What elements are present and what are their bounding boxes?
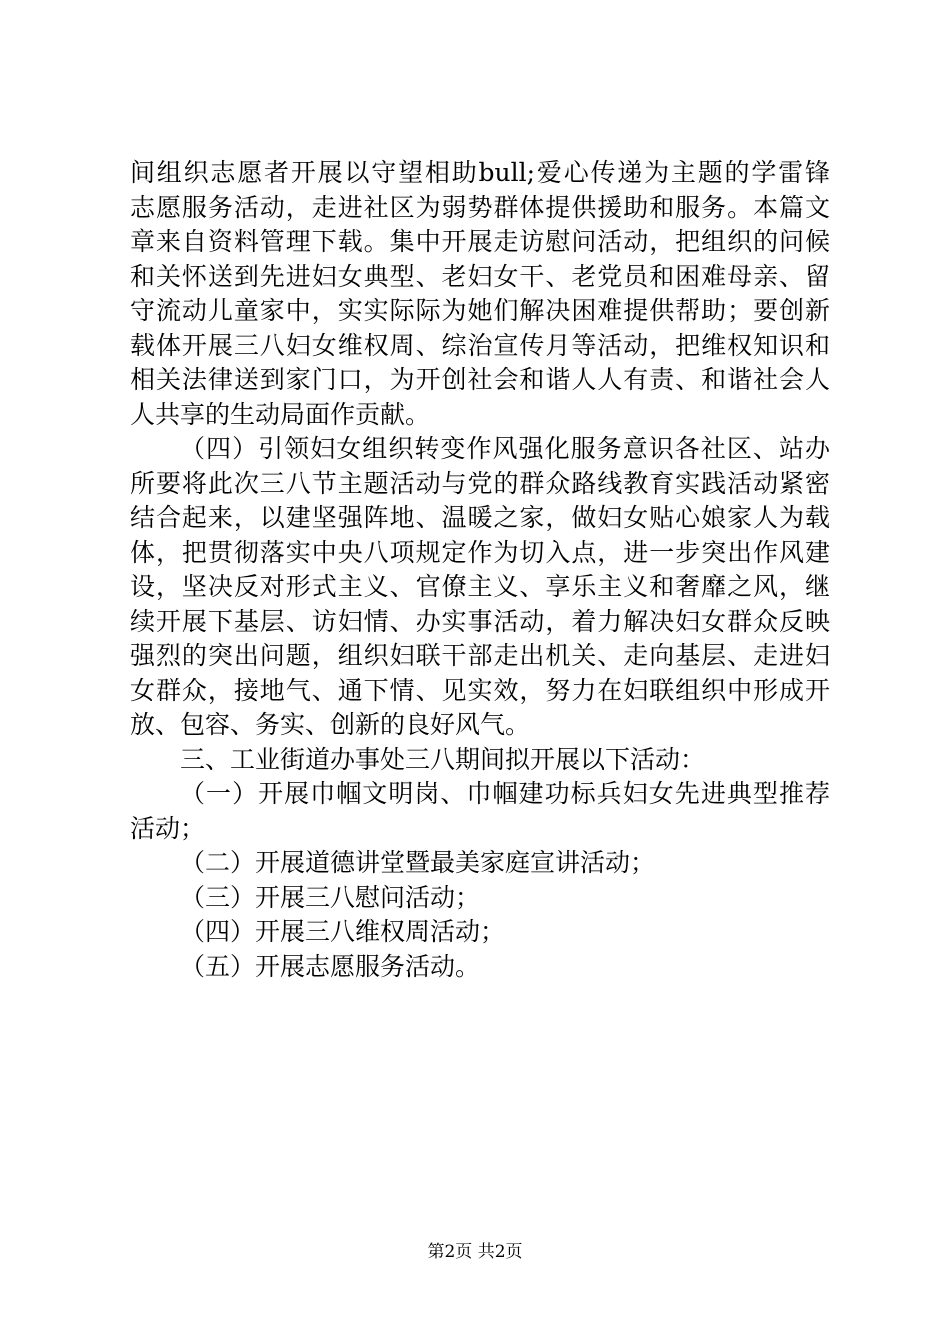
text-line: 章来自资料管理下载。集中开展走访慰问活动，把组织的问候 xyxy=(130,227,830,256)
list-item-activity-four xyxy=(130,915,830,950)
list-item-activity-three xyxy=(130,881,830,916)
text-line: 放、包容、务实、创新的良好风气。 xyxy=(130,710,531,739)
page-number-footer: 第2页 共2页 xyxy=(427,1242,523,1262)
text-line: 相关法律送到家门口，为开创社会和谐人人有责、和谐社会人 xyxy=(130,365,830,394)
section-three-heading xyxy=(130,743,830,778)
text-line: 三、工业街道办事处三八期间拟开展以下活动： xyxy=(180,744,706,774)
text-line: 设，坚决反对形式主义、官僚主义、享乐主义和奢靡之风，继 xyxy=(130,572,830,601)
text-line: （五）开展志愿服务活动。 xyxy=(180,951,481,981)
text-line: 人共享的生动局面作贡献。 xyxy=(130,399,431,429)
text-line: 结合起来，以建坚强阵地、温暖之家，做妇女贴心娘家人为载 xyxy=(130,503,830,532)
text-line: 续开展下基层、访妇情、办实事活动，着力解决妇女群众反映 xyxy=(130,606,830,636)
text-line: （三）开展三八慰问活动； xyxy=(180,882,481,912)
text-line: 体，把贯彻落实中央八项规定作为切入点，进一步突出作风建 xyxy=(130,537,830,567)
text-line: （四）开展三八维权周活动； xyxy=(180,917,506,946)
list-item-activity-one xyxy=(130,777,830,846)
text-line: 守流动儿童家中，实实际际为她们解决困难提供帮助；要创新 xyxy=(130,296,830,325)
paragraph-volunteer-activities xyxy=(130,156,830,432)
text-line: 和关怀送到先进妇女典型、老妇女干、老党员和困难母亲、留 xyxy=(130,261,830,291)
text-line: 强烈的突出问题，组织妇联干部走出机关、走向基层、走进妇 xyxy=(130,641,830,670)
text-line: 志愿服务活动，走进社区为弱势群体提供援助和服务。本篇文 xyxy=(130,192,830,222)
paragraph-section-four xyxy=(130,432,830,743)
text-line: （一）开展巾帼文明岗、巾帼建功标兵妇女先进典型推荐 xyxy=(180,779,830,808)
text-line: 间组织志愿者开展以守望相助bull;爱心传递为主题的学雷锋 xyxy=(130,158,830,187)
text-line: 活动； xyxy=(130,813,206,843)
text-line: （四）引领妇女组织转变作风强化服务意识各社区、站办 xyxy=(180,434,830,463)
text-line: 载体开展三八妇女维权周、综治宣传月等活动，把维权知识和 xyxy=(130,330,830,360)
document-body xyxy=(130,156,830,984)
list-item-activity-two xyxy=(130,846,830,881)
text-line: （二）开展道德讲堂暨最美家庭宣讲活动； xyxy=(180,848,656,877)
list-item-activity-five xyxy=(130,950,830,985)
text-line: 所要将此次三八节主题活动与党的群众路线教育实践活动紧密 xyxy=(130,468,830,498)
text-line: 女群众，接地气、通下情、见实效，努力在妇联组织中形成开 xyxy=(130,675,830,705)
